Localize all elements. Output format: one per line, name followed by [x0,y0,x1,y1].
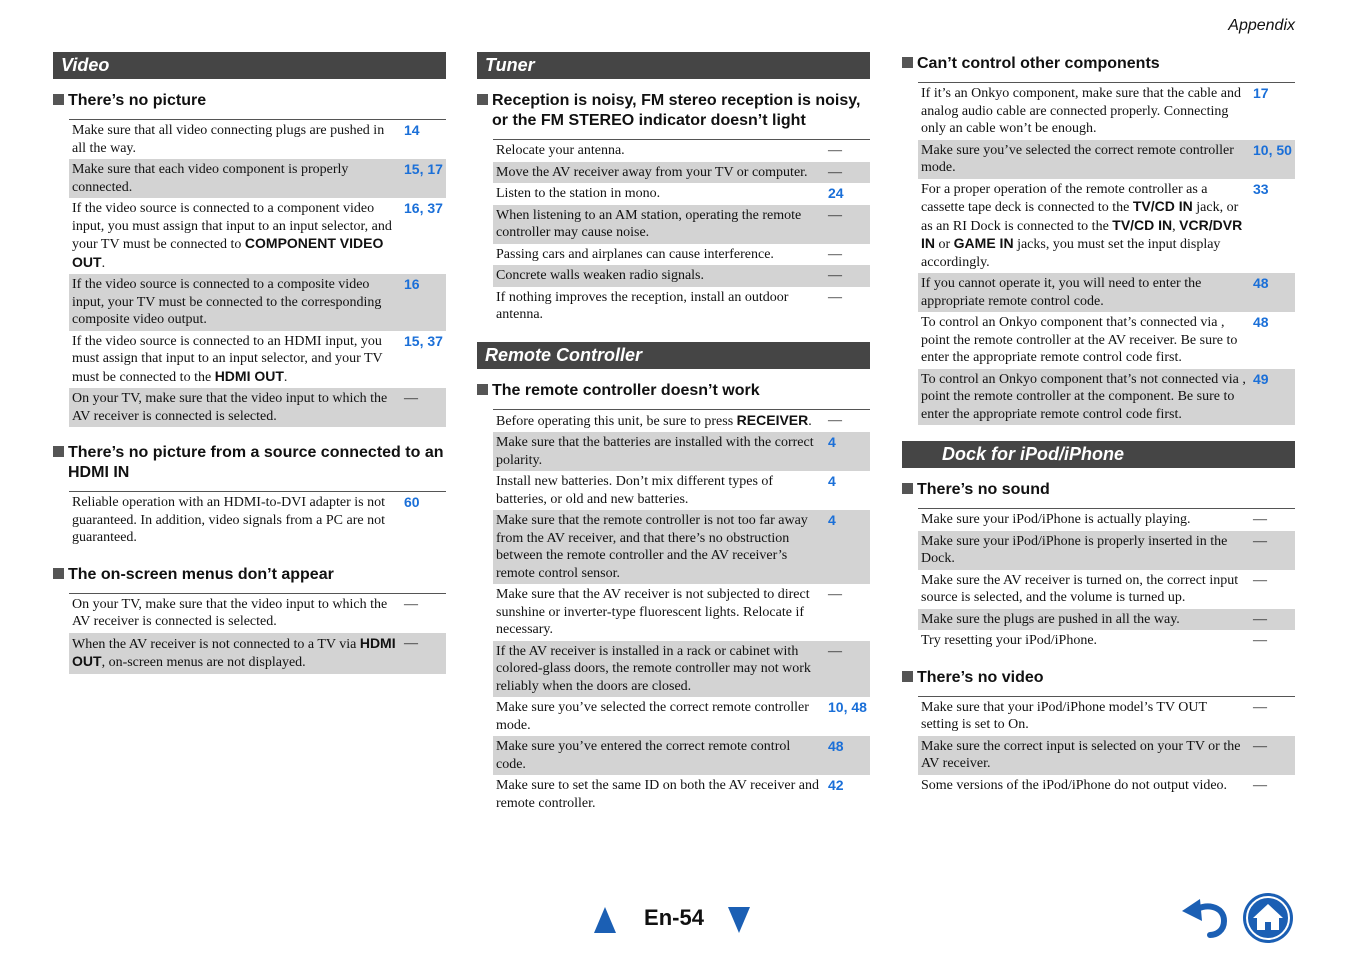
page-ref-link[interactable]: 24 [828,185,844,201]
subsection-heading [902,668,1295,688]
page-ref-link[interactable]: 60 [404,494,420,510]
row-description: Make sure you’ve entered the correct remote control code. [496,739,791,772]
table-row [69,274,446,331]
table-row [69,159,446,198]
row-description: Reliable operation with an HDMI-to-DVI adapter is not guaranteed. In addition, video signals from a PC are not guaranteed. [72,495,385,545]
page-ref-link[interactable]: 15, 17 [404,161,443,177]
text-fragment: For a proper operation of the remote controller as a cassette tape deck is connected to the [921,181,1208,215]
text-fragment: . [808,413,812,429]
square-bullet-icon [53,446,64,457]
bold-label: TV/CD IN [1132,198,1193,214]
page-ref-none: — [828,587,842,602]
page-ref-none: — [404,391,418,406]
subsection-heading [53,443,446,483]
row-description: On your TV, make sure that the video input to which the AV receiver is connected is selected. [72,391,388,424]
table-row [493,265,870,287]
table-row [493,287,870,326]
table-row [493,584,870,641]
row-description: Make sure that the AV receiver is not subjected to direct sunshine or inverter-type fluorescent lights. Relocate if necessary. [496,587,810,637]
subsection-heading-text: There’s no picture [68,92,207,109]
page-ref-link[interactable]: 48 [828,738,844,754]
table-row [69,633,446,674]
troubleshooting-table [493,139,870,326]
table-row [918,273,1295,312]
text-fragment: If the video source is connected to a component video input, you must assign that input to an input selector, and your TV must be connected to [72,201,392,252]
row-description: Move the AV receiver away from your TV or computer. [496,164,808,180]
table-row [918,179,1295,274]
table-row [493,471,870,510]
square-bullet-icon [902,483,913,494]
table-row [918,630,1295,652]
row-description: Make sure the plugs are pushed in all the way. [921,611,1180,627]
page-ref-none: — [1253,633,1267,648]
page-ref-link[interactable]: 48 [1253,314,1269,330]
row-description: Relocate your antenna. [496,143,625,158]
table-row [493,775,870,814]
section-title-dock: Dock for iPod/iPhone [902,441,1295,468]
subsection-heading-text: The remote controller doesn’t work [492,381,760,399]
table-row [918,736,1295,775]
bold-label: GAME IN [953,235,1014,251]
table-row [69,594,446,633]
subsection-heading-text: There’s no picture from a source connected to an HDMI IN [68,444,444,481]
text-fragment: or [935,237,954,252]
text-fragment: Before operating this unit, be sure to press [496,413,737,429]
page-ref-link[interactable]: 4 [828,512,836,528]
row-description: Make sure that the remote controller is not too far away from the AV receiver, and that there’s no obstruction between the remote controller and the AV receiver’s remote control sensor. [496,513,808,581]
page-ref-none: — [1253,533,1267,549]
page-ref-none: — [828,207,842,223]
bold-label: HDMI OUT [72,634,396,669]
subsection-heading [477,381,870,401]
row-description: If the AV receiver is installed in a rack or cabinet with colored-glass doors, the remote controller may not work reliably when the doors are closed. [496,643,811,694]
page-ref-link[interactable]: 16 [404,276,420,292]
page-ref-link[interactable]: 17 [1253,85,1269,101]
subsection-heading [902,480,1295,500]
table-row [918,697,1295,736]
table-row [493,183,870,205]
row-description: Listen to the station in mono. [496,186,661,201]
page-ref-link[interactable]: 42 [828,777,844,793]
subsection-heading [902,54,1295,74]
page-ref-none: — [828,164,842,180]
subsection-heading [477,91,870,131]
row-description [69,198,400,274]
row-description: Make sure that your iPod/iPhone model’s TV OUT setting is set to On. [921,699,1207,732]
table-row [918,140,1295,179]
row-description: Make sure you’ve selected the correct remote controller mode. [496,700,809,733]
page-ref-link[interactable]: 33 [1253,180,1269,197]
row-description: If the video source is connected to a composite video input, your TV must be connected to the corresponding composite video output. [72,277,382,327]
subsection-heading [53,565,446,585]
page-ref-link[interactable]: 4 [828,434,836,450]
text-fragment: , [1172,218,1180,234]
table-row [918,609,1295,631]
column-video [53,52,446,690]
page-ref-none: — [1253,738,1267,754]
page-ref-link[interactable]: 4 [828,473,836,489]
table-row [493,510,870,584]
page-ref-none: — [828,246,842,262]
bold-label: HDMI OUT [214,367,284,384]
bold-label: VCR/DVR IN [921,216,1243,251]
subsection-heading [53,91,446,111]
page-ref-none: — [404,635,418,651]
page-ref-none: — [1253,699,1267,715]
table-row [493,432,870,471]
page-ref-none: — [828,289,842,305]
page-ref-link[interactable]: 14 [404,122,420,138]
square-bullet-icon [902,671,913,682]
row-description: Make sure that the batteries are installed with the correct polarity. [496,435,814,468]
text-fragment: When the AV receiver is not connected to a TV via [72,636,360,652]
row-description: Make sure the AV receiver is turned on, the correct input source is selected, and the volume is turned up. [921,572,1239,605]
square-bullet-icon [477,384,488,395]
troubleshooting-table [493,409,870,815]
column-tuner-remote [477,52,870,830]
page-ref-none: — [828,643,842,659]
troubleshooting-table [918,82,1295,425]
troubleshooting-table [69,491,446,549]
table-row [493,410,870,433]
section-title-video: Video [53,52,446,79]
row-description [69,633,400,674]
page-number: En-54 [644,905,704,930]
table-row [493,244,870,266]
page-ref-link[interactable]: 49 [1253,370,1269,387]
page-ref-none: — [1253,777,1267,793]
page-ref-link[interactable]: 16, 37 [404,200,443,216]
row-description: On your TV, make sure that the video input to which the AV receiver is connected is selected. [72,596,388,629]
section-title-tuner: Tuner [477,52,870,79]
text-fragment: jack, or as an RI Dock is connected to the [921,200,1239,234]
row-description: Make sure that all video connecting plugs are pushed in all the way. [72,123,385,156]
subsection-heading-text: The on-screen menus don’t appear [68,565,334,583]
table-row [69,388,446,427]
troubleshooting-table [918,508,1295,652]
column-components-dock [902,42,1295,812]
troubleshooting-table [69,593,446,674]
row-description: To control an Onkyo component that’s not connected via , point the remote controller at the component. Be sure to enter the appropriate remote control code first. [921,371,1246,422]
page-ref-link[interactable]: 15, 37 [404,332,443,349]
page-ref-link[interactable]: 48 [1253,275,1269,291]
page-ref-none: — [1253,611,1267,627]
text-fragment: . [101,255,106,271]
row-description: Make sure your iPod/iPhone is actually playing. [921,512,1191,527]
row-description: If it’s an Onkyo component, make sure that the cable and analog audio cable are connected properly. Connecting only an cable won’t be enough. [921,86,1241,136]
section-title-remote-controller: Remote Controller [477,342,870,369]
table-row [493,736,870,775]
subsection-heading-text: There’s no sound [917,481,1050,498]
troubleshooting-table [918,696,1295,797]
table-row [918,312,1295,369]
text-fragment: If the video source is connected to an HDMI input, you must assign that input to an input selector, and your TV must be connected to the [72,333,383,385]
table-row [69,492,446,549]
text-fragment: . [283,369,288,385]
table-row [493,162,870,184]
row-description: Try resetting your iPod/iPhone. [921,633,1098,648]
row-description: Make sure your iPod/iPhone is properly inserted in the Dock. [921,533,1228,566]
home-icon[interactable] [1242,892,1294,944]
subsection-heading-text: Reception is noisy, FM stereo reception is noisy, or the FM STEREO indicator doesn’t light [492,92,861,129]
page-ref-none: — [1253,512,1267,527]
page-ref-none: — [1253,572,1267,588]
bold-label: RECEIVER [736,411,809,428]
table-row [918,83,1295,140]
text-fragment: jacks, you must set the input display accordingly. [921,237,1221,270]
square-bullet-icon [477,94,488,105]
square-bullet-icon [53,568,64,579]
table-row [493,205,870,244]
row-description [493,410,824,433]
row-description: Make sure the correct input is selected on your TV or the AV receiver. [921,738,1241,771]
table-row [918,531,1295,570]
page-ref-link[interactable]: 10, 50 [1253,141,1292,158]
square-bullet-icon [53,94,64,105]
page-ref-link[interactable]: 10, 48 [828,699,867,715]
table-row [918,775,1295,797]
page-ref-none: — [828,412,842,428]
table-row [918,509,1295,531]
table-row [493,641,870,698]
section-label: Appendix [1228,17,1295,34]
row-description: Make sure to set the same ID on both the AV receiver and remote controller. [496,778,819,811]
row-description: Make sure that each video component is properly connected. [72,162,349,195]
bold-label: TV/CD IN [1112,216,1173,233]
row-description [918,179,1249,274]
row-description: Install new batteries. Don’t mix different types of batteries, or old and new batteries. [496,474,774,507]
row-description: If nothing improves the reception, install an outdoor antenna. [496,289,789,322]
back-arrow-icon[interactable] [1180,897,1230,939]
row-description [69,331,400,389]
row-description: Concrete walls weaken radio signals. [496,268,704,283]
square-bullet-icon [902,57,913,68]
page-ref-none: — [828,143,842,158]
table-row [69,120,446,159]
page-ref-none: — [404,596,418,612]
row-description: To control an Onkyo component that’s connected via , point the remote controller at the AV receiver. Be sure to enter the appropriate remote control code first. [921,315,1238,365]
subsection-heading-text: Can’t control other components [917,55,1160,72]
row-description: If you cannot operate it, you will need to enter the appropriate remote control code. [921,276,1202,309]
table-row [493,697,870,736]
text-fragment: , on-screen menus are not displayed. [101,655,306,670]
next-page-icon[interactable] [728,907,750,933]
table-row [69,198,446,274]
row-description: When listening to an AM station, operating the remote controller may cause noise. [496,207,802,240]
table-row [69,331,446,389]
page-ref-none: — [828,268,842,283]
table-row [918,570,1295,609]
row-description: Make sure you’ve selected the correct remote controller mode. [921,142,1234,175]
table-row [493,140,870,162]
table-row [918,369,1295,426]
bold-label: COMPONENT VIDEO OUT [72,235,384,270]
page-footer [594,903,754,937]
previous-page-icon[interactable] [594,907,616,933]
subsection-heading-text: There’s no video [917,668,1044,686]
row-description: Passing cars and airplanes can cause interference. [496,246,774,262]
troubleshooting-table [69,119,446,427]
row-description: Some versions of the iPod/iPhone do not output video. [921,777,1228,793]
